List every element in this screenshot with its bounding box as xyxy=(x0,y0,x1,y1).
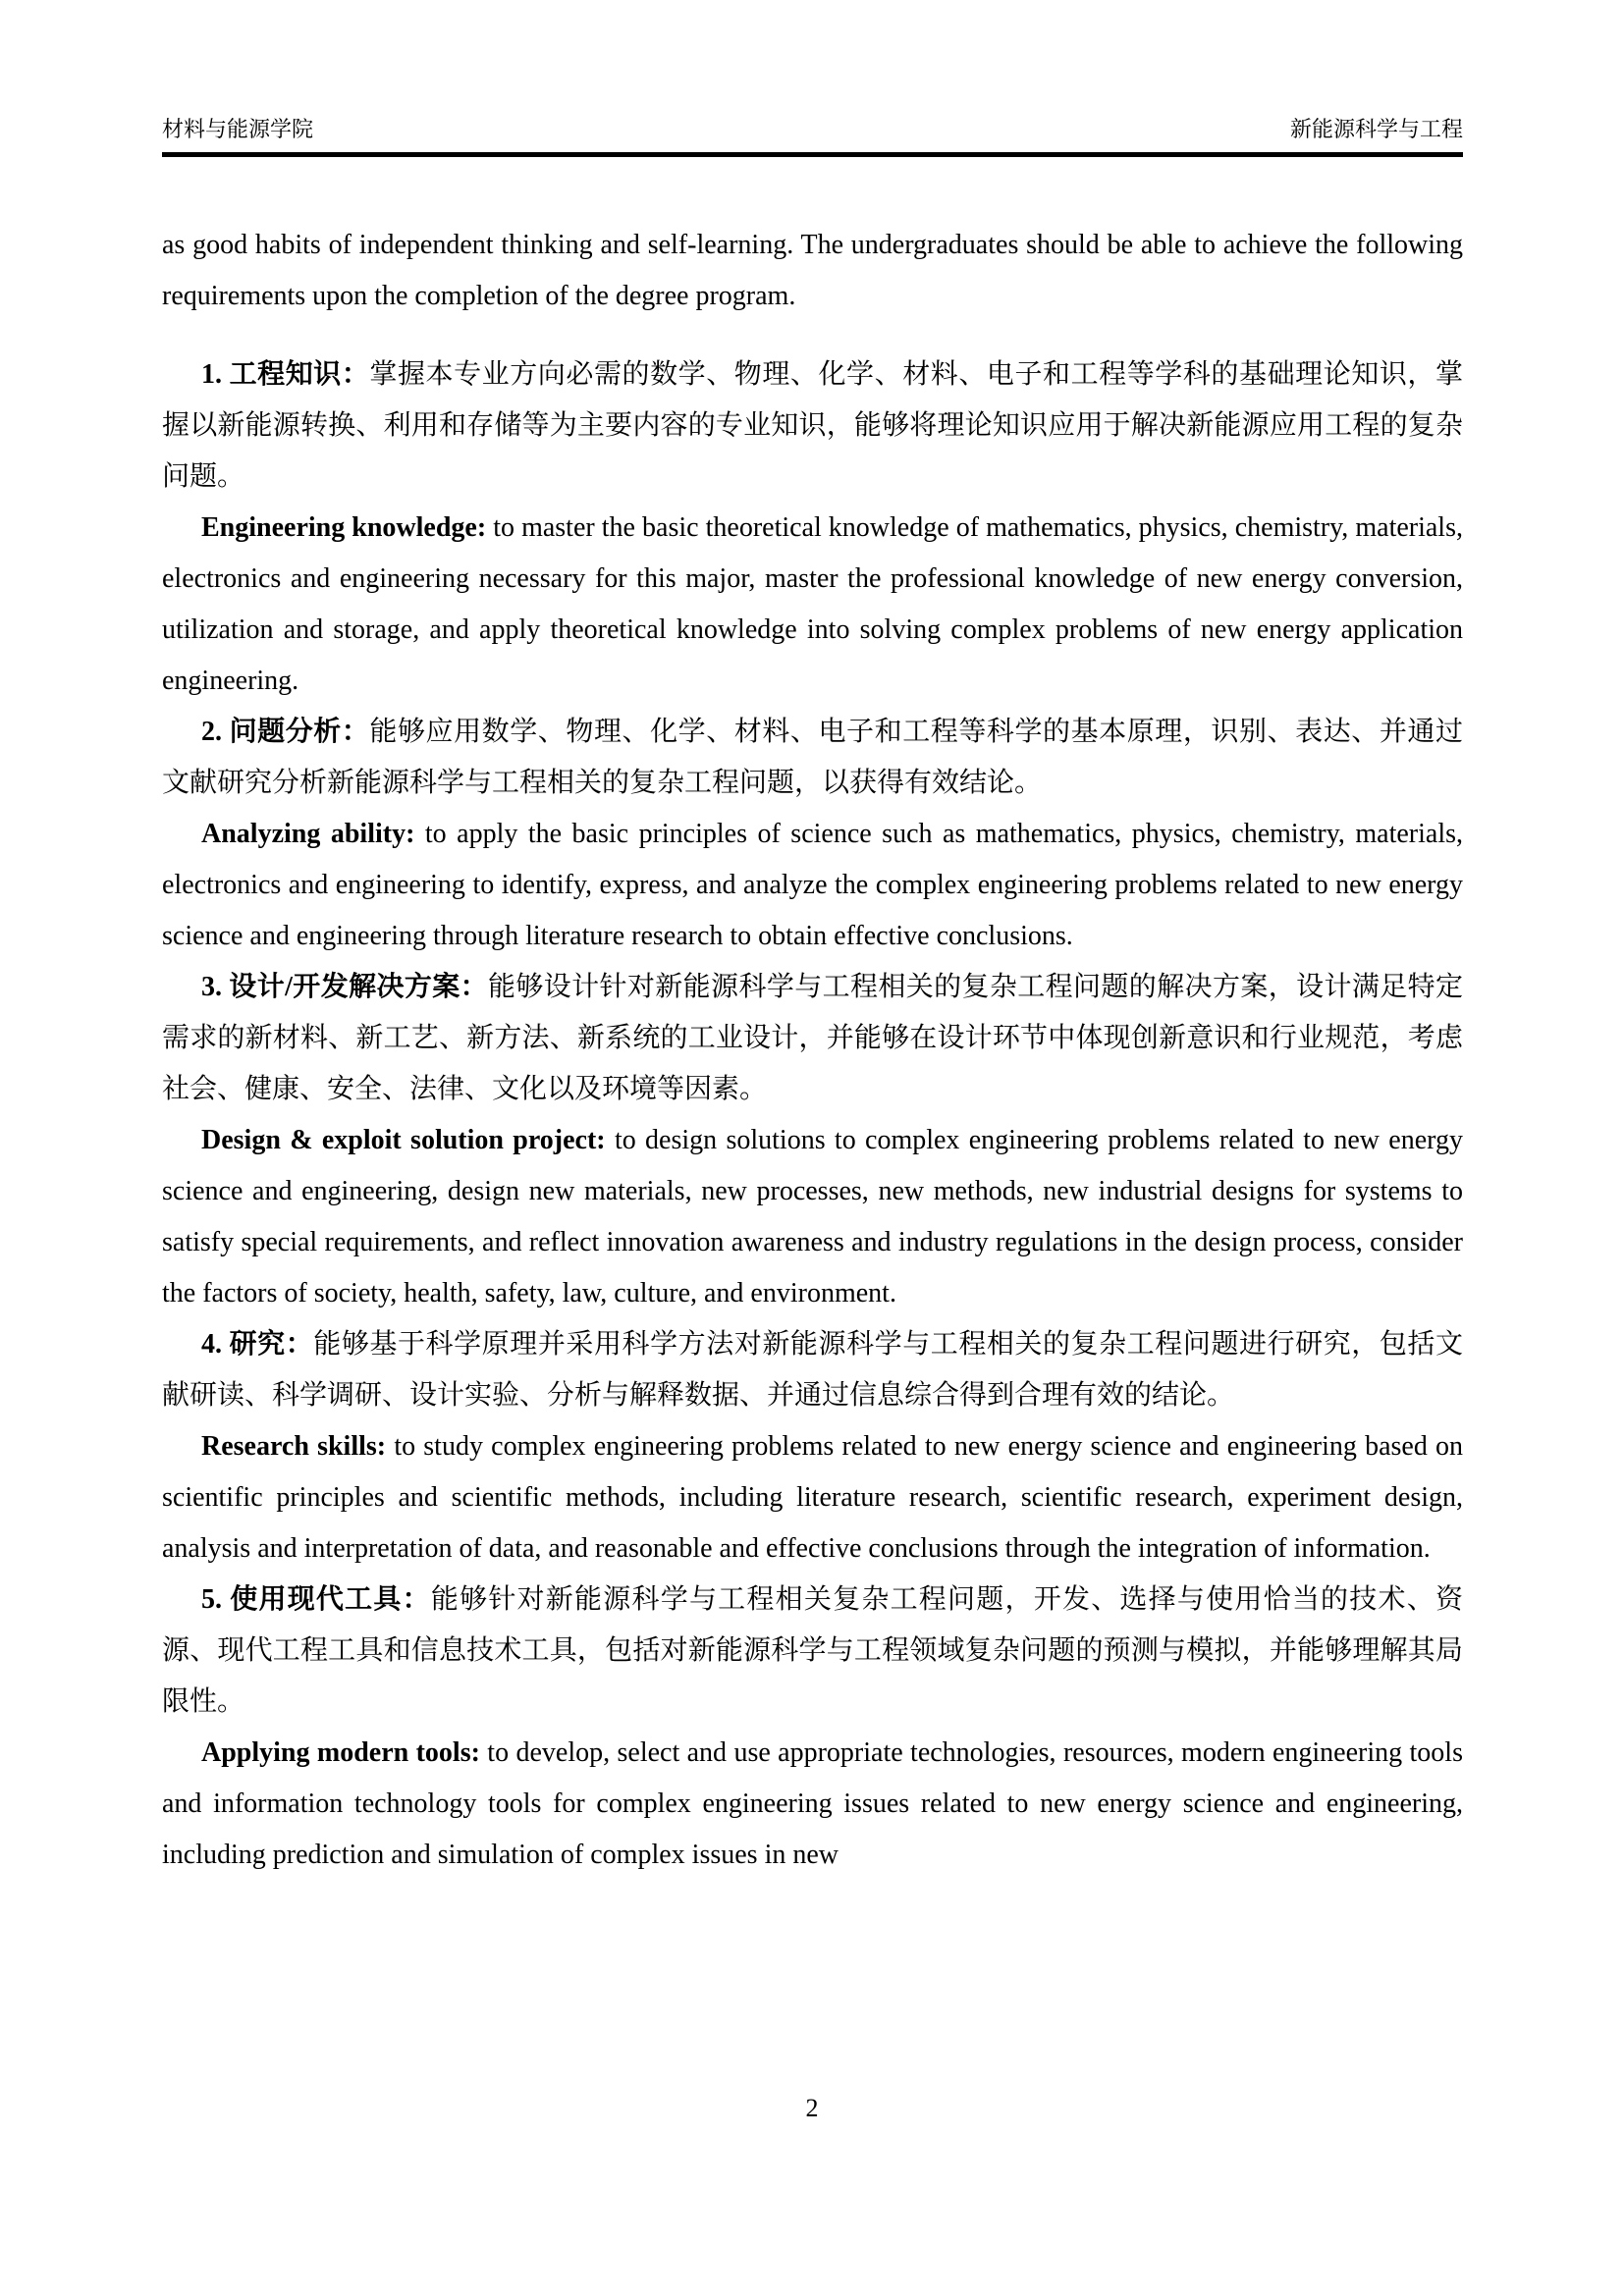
paragraph-item-1-cn xyxy=(162,349,1463,503)
paragraph-text: 掌握本专业方向必需的数学、物理、化学、材料、电子和工程等学科的基础理论知识，掌握以新能源转换、利用和存储等为主要内容的专业知识，能够将理论知识应用于解决新能源应用工程的复杂问题。 xyxy=(162,359,1463,492)
paragraph-lead: 2. 问题分析： xyxy=(201,717,370,747)
paragraph-text: to apply the basic principles of science such as mathematics, physics, chemistry, materials, electronics and engineering to identify, express, and analyze the complex engineering problems related to new energy science and engineering through literature research to obtain effective conclusions. xyxy=(162,819,1463,951)
paragraph-item-5-en xyxy=(162,1728,1463,1881)
paragraph-item-4-en xyxy=(162,1421,1463,1575)
page-number: 2 xyxy=(805,2094,819,2122)
paragraph-lead: 4. 研究： xyxy=(201,1329,314,1360)
paragraph-lead: Applying modern tools: xyxy=(201,1737,480,1768)
paragraph-lead: 3. 设计/开发解决方案： xyxy=(201,972,488,1002)
paragraph-item-2-en xyxy=(162,809,1463,962)
paragraph-lead: Research skills: xyxy=(201,1431,387,1462)
document-body xyxy=(162,220,1463,1881)
header-left-title: 材料与能源学院 xyxy=(162,117,314,141)
paragraph-lead: Analyzing ability: xyxy=(201,819,415,849)
page-footer xyxy=(0,2089,1624,2128)
paragraph-intro xyxy=(162,220,1463,322)
paragraph-text: to study complex engineering problems related to new energy science and engineering based on scientific principles and scientific methods, including literature research, scientific research, experiment design, analysis and interpretation of data, and reasonable and effective conclusions through the integration of information. xyxy=(162,1431,1464,1564)
paragraph-item-3-en xyxy=(162,1115,1463,1319)
paragraph-lead: Engineering knowledge: xyxy=(201,512,487,543)
paragraph-text: to design solutions to complex engineering problems related to new energy science and engineering, design new materials, new processes, new methods, new industrial designs for systems to satisfy special requirements, and reflect innovation awareness and industry regulations in the design process, consider the factors of society, health, safety, law, culture, and environment. xyxy=(162,1125,1463,1308)
paragraph-text: as good habits of independent thinking and self-learning. The undergraduates should be able to achieve the following requirements upon the completion of the degree program. xyxy=(162,230,1463,311)
page-header xyxy=(162,116,1463,157)
header-right-title: 新能源科学与工程 xyxy=(1289,117,1463,141)
paragraph-lead: Design & exploit solution project: xyxy=(201,1125,606,1155)
paragraph-text: 能够应用数学、物理、化学、材料、电子和工程等科学的基本原理，识别、表达、并通过文献研究分析新能源科学与工程相关的复杂工程问题，以获得有效结论。 xyxy=(162,717,1463,798)
paragraph-text: 能够针对新能源科学与工程相关复杂工程问题，开发、选择与使用恰当的技术、资源、现代工程工具和信息技术工具，包括对新能源科学与工程领域复杂问题的预测与模拟，并能够理解其局限性。 xyxy=(162,1584,1463,1717)
paragraph-text: to develop, select and use appropriate technologies, resources, modern engineering tools and information technology tools for complex engineering issues related to new energy science and engineering, including prediction and simulation of complex issues in new xyxy=(162,1737,1463,1870)
paragraph-text: to master the basic theoretical knowledge of mathematics, physics, chemistry, materials, electronics and engineering necessary for this major, master the professional knowledge of new energy conversion, utilization and storage, and apply theoretical knowledge into solving complex problems of new energy application engineering. xyxy=(162,512,1463,696)
paragraph-text: 能够基于科学原理并采用科学方法对新能源科学与工程相关的复杂工程问题进行研究，包括文献研读、科学调研、设计实验、分析与解释数据、并通过信息综合得到合理有效的结论。 xyxy=(162,1329,1463,1411)
paragraph-item-2-cn xyxy=(162,707,1463,809)
paragraph-item-5-cn xyxy=(162,1575,1463,1728)
paragraph-lead: 1. 工程知识： xyxy=(201,359,370,390)
paragraph-item-3-cn xyxy=(162,962,1463,1115)
paragraph-text: 能够设计针对新能源科学与工程相关的复杂工程问题的解决方案，设计满足特定需求的新材料、新工艺、新方法、新系统的工业设计，并能够在设计环节中体现创新意识和行业规范，考虑社会、健康、安全、法律、文化以及环境等因素。 xyxy=(162,972,1464,1104)
paragraph-item-4-cn xyxy=(162,1319,1463,1421)
paragraph-item-1-en xyxy=(162,503,1463,707)
paragraph-lead: 5. 使用现代工具： xyxy=(201,1584,431,1615)
